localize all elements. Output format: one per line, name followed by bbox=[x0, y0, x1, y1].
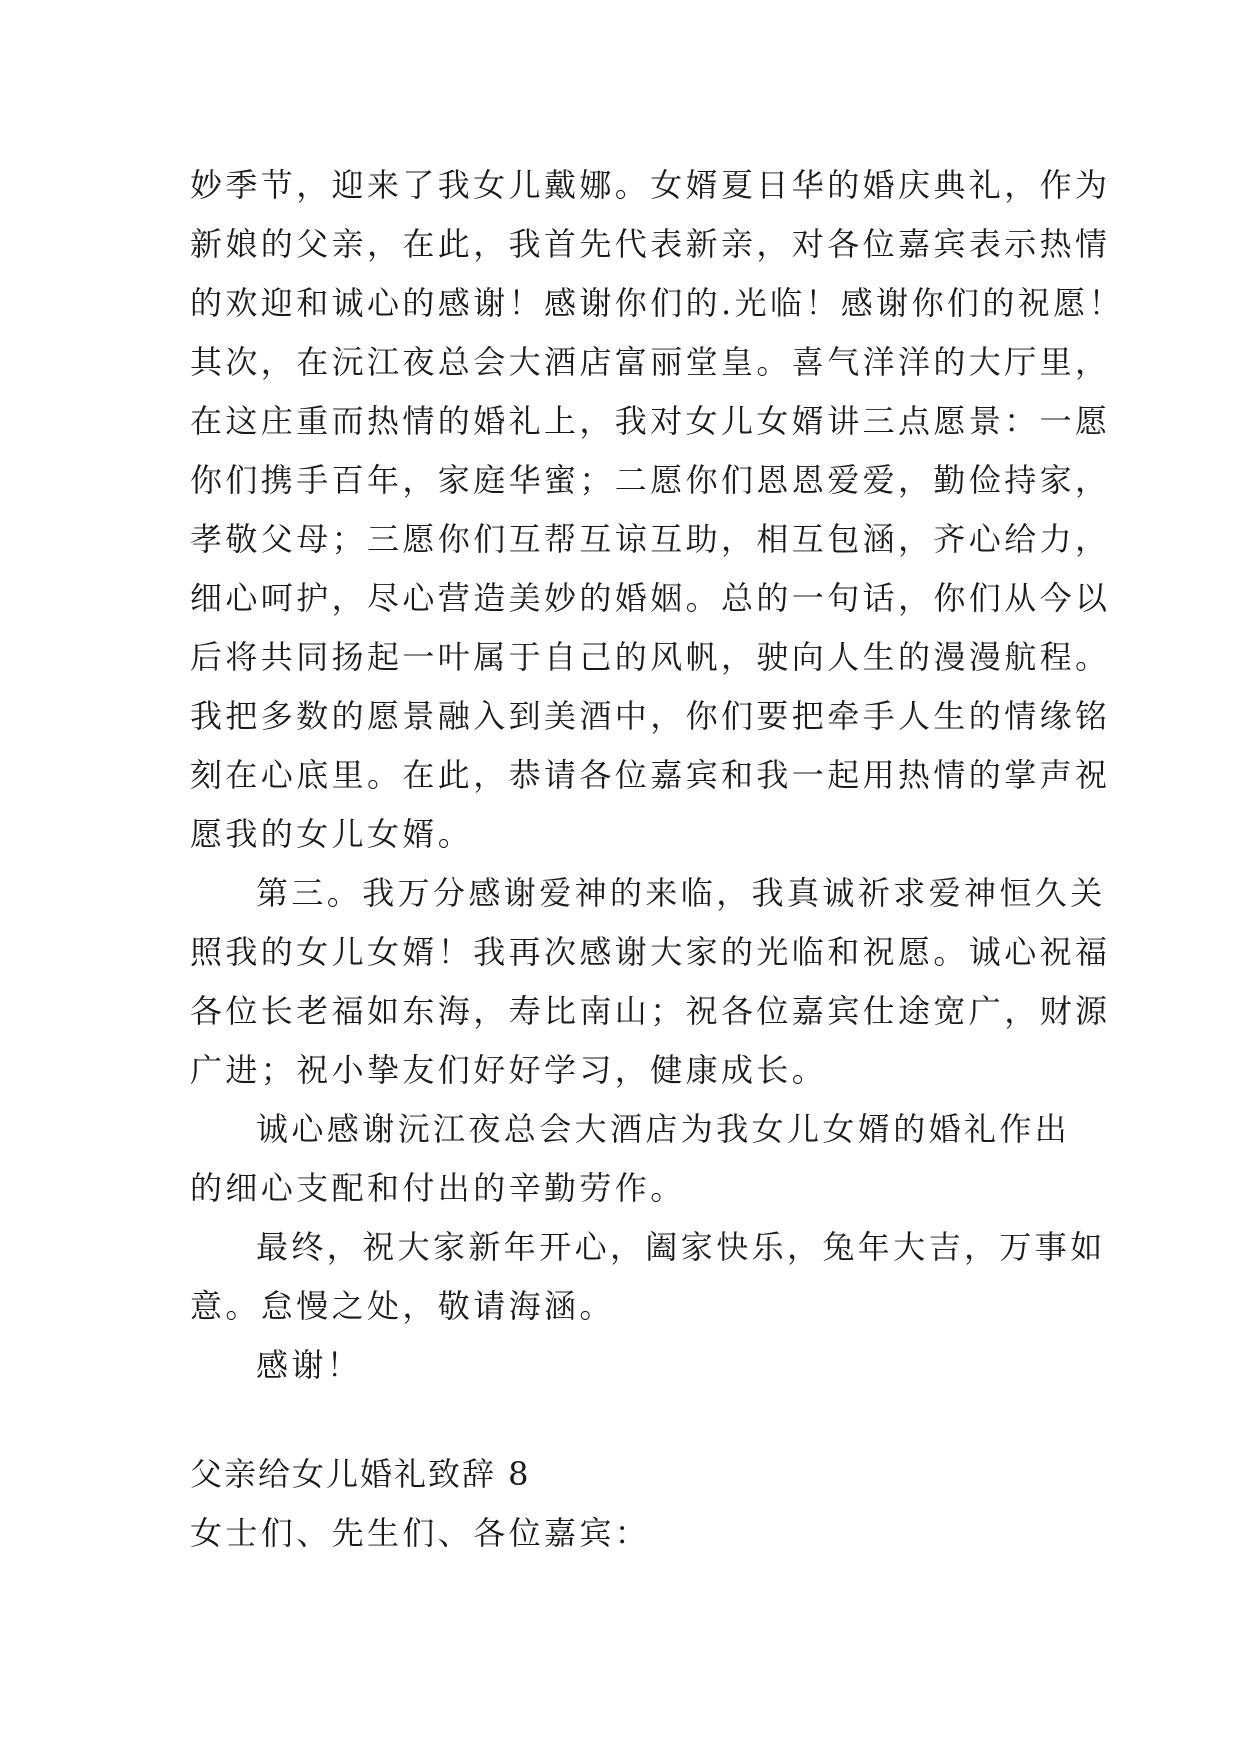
text-line: 你们携手百年，家庭华蜜；二愿你们恩恩爱爱，勤俭持家， bbox=[190, 461, 1111, 499]
document-page bbox=[190, 156, 1124, 1563]
text-line: 诚心感谢沅江夜总会大酒店为我女儿女婿的婚礼作出 bbox=[256, 1110, 1071, 1148]
text-line: 第三。我万分感谢爱神的来临，我真诚祈求爱神恒久关 bbox=[256, 874, 1106, 912]
paragraph-2 bbox=[190, 864, 1111, 1100]
paragraph-1 bbox=[190, 156, 1124, 864]
text-line: 愿我的女儿女婿。 bbox=[190, 815, 474, 853]
paragraph-5 bbox=[190, 1336, 1060, 1395]
text-line: 刻在心底里。在此，恭请各位嘉宾和我一起用热情的掌声祝 bbox=[190, 756, 1111, 794]
text-line: 的细心支配和付出的辛勤劳作。 bbox=[190, 1169, 686, 1207]
text-line: 意。怠慢之处，敬请海涵。 bbox=[190, 1287, 615, 1325]
text-line: 孝敬父母；三愿你们互帮互谅互助，相互包涵，齐心给力， bbox=[190, 520, 1111, 558]
text-line: 后将共同扬起一叶属于自己的风帆，驶向人生的漫漫航程。 bbox=[190, 638, 1111, 676]
text-line: 妙季节，迎来了我女儿戴娜。女婿夏日华的婚庆典礼，作为 bbox=[190, 166, 1111, 204]
text-line: 的欢迎和诚心的感谢！感谢你们的.光临！感谢你们的祝愿！ bbox=[190, 284, 1124, 322]
text-line: 最终，祝大家新年开心，阖家快乐，兔年大吉，万事如 bbox=[256, 1228, 1106, 1266]
text-line: 照我的女儿女婿！我再次感谢大家的光临和祝愿。诚心祝福 bbox=[190, 933, 1111, 971]
section-title: 父亲给女儿婚礼致辞 8 bbox=[190, 1455, 531, 1493]
text-line: 我把多数的愿景融入到美酒中，你们要把牵手人生的情缘铭 bbox=[190, 697, 1111, 735]
paragraph-3 bbox=[190, 1100, 1071, 1218]
text-line: 感谢！ bbox=[256, 1346, 363, 1384]
paragraph-4 bbox=[190, 1218, 1106, 1336]
text-line: 新娘的父亲，在此，我首先代表新亲，对各位嘉宾表示热情 bbox=[190, 225, 1111, 263]
section-spacer bbox=[190, 1395, 1060, 1445]
salutation: 女士们、先生们、各位嘉宾： bbox=[190, 1514, 651, 1552]
text-line: 各位长老福如东海，寿比南山；祝各位嘉宾仕途宽广，财源 bbox=[190, 992, 1111, 1030]
text-line: 广进；祝小挚友们好好学习，健康成长。 bbox=[190, 1051, 828, 1089]
text-line: 细心呵护，尽心营造美妙的婚姻。总的一句话，你们从今以 bbox=[190, 579, 1111, 617]
text-line: 其次，在沅江夜总会大酒店富丽堂皇。喜气洋洋的大厅里， bbox=[190, 343, 1111, 381]
text-line: 在这庄重而热情的婚礼上，我对女儿女婿讲三点愿景：一愿 bbox=[190, 402, 1111, 440]
